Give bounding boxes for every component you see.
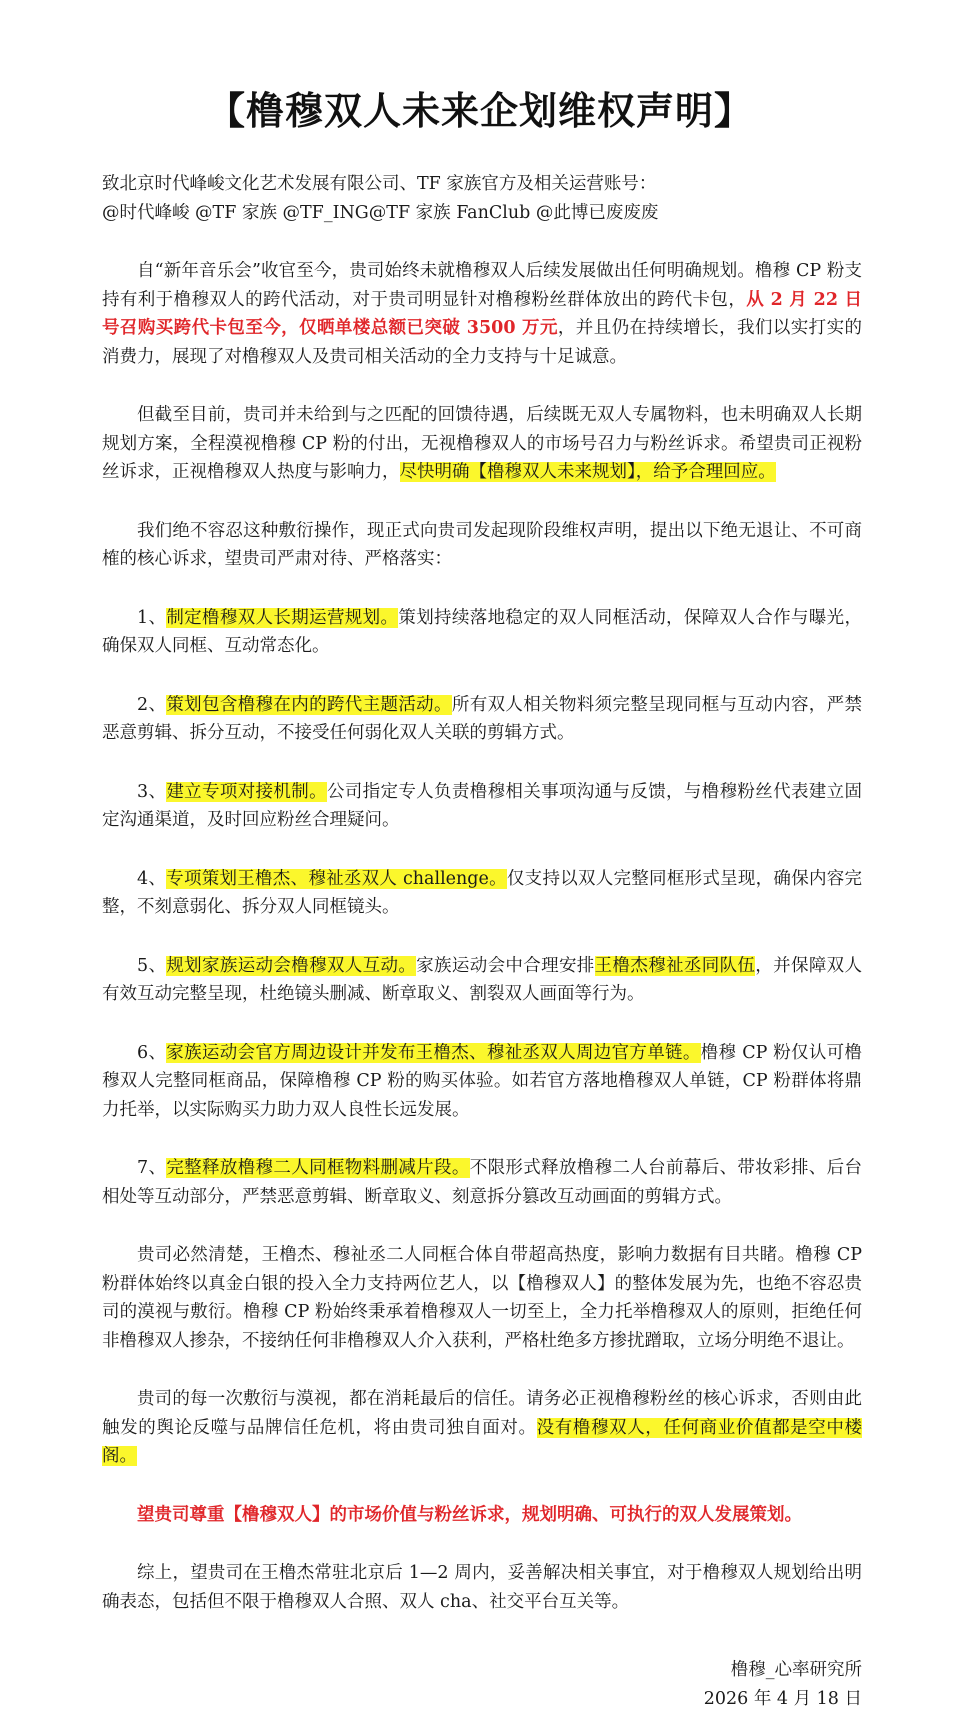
paragraph-text: 但截至目前，贵司并未给到与之匹配的回馈待遇，后续既无双人专属物料，也未明确双人长期规划方案，全程漠视橹穆 CP 粉的付出，无视橹穆双人的市场号召力与粉丝诉求。希望贵司正视粉丝诉求，正视橹穆双人热度与影响力， <box>102 405 862 482</box>
item-number: 2、 <box>137 694 167 715</box>
paragraph-6: 综上，望贵司在王橹杰常驻北京后 1—2 周内，妥善解决相关事宜，对于橹穆双人规划给出明确表态，包括但不限于橹穆双人合照、双人 cha、社交平台互关等。 <box>102 1563 862 1612</box>
item-text: ，并保障双人有效互动完整呈现，杜绝镜头删减、断章取义、割裂双人画面等行为。 <box>102 955 863 1004</box>
highlighted-text: 尽快明确【橹穆双人未来规划】，给予合理回应。 <box>399 462 776 482</box>
demand-item-4 <box>102 865 862 922</box>
red-statement: 望贵司尊重【橹穆双人】的市场价值与粉丝诉求，规划明确、可执行的双人发展策划。 <box>137 1504 802 1525</box>
signature-org: 橹穆_心率研究所 <box>730 1660 862 1680</box>
addressee-line: 致北京时代峰峻文化艺术发展有限公司、TF 家族官方及相关运营账号： <box>102 174 657 194</box>
demand-item-6 <box>102 1039 862 1125</box>
addressee <box>102 170 862 227</box>
red-emphasis: 从 2 月 22 日号召购买跨代卡包至今，仅晒单楼总额已突破 3500 万元 <box>102 289 863 338</box>
item-text: 所有双人相关物料须完整呈现同框与互动内容，严禁恶意剪辑、拆分互动，不接受任何弱化双人关联的剪辑方式。 <box>102 694 862 743</box>
highlighted-text: 专项策划王橹杰、穆祉丞双人 challenge。 <box>166 868 507 889</box>
highlighted-text: 建立专项对接机制。 <box>166 781 327 802</box>
item-text: 仅支持以双人完整同框形式呈现，确保内容完整，不刻意弱化、拆分双人同框镜头。 <box>102 868 862 917</box>
item-number: 7、 <box>137 1158 167 1178</box>
highlighted-text: 制定橹穆双人长期运营规划。 <box>166 607 399 628</box>
paragraph-text: ，并且仍在持续增长，我们以实打实的消费力，展现了对橹穆双人及贵司相关活动的全力支持与十足诚意。 <box>102 318 863 367</box>
item-text: 橹穆 CP 粉仅认可橹穆双人完整同框商品，保障橹穆 CP 粉的购买体验。如若官方落地橹穆双人单链，CP 粉群体将鼎力托举，以实际购买力助力双人良性长远发展。 <box>102 1042 862 1120</box>
item-text: 家族运动会中合理安排 <box>416 955 595 976</box>
highlighted-text: 完整释放橹穆二人同框物料删减片段。 <box>166 1158 470 1178</box>
item-text: 不限形式释放橹穆二人台前幕后、带妆彩排、后台相处等互动部分，严禁恶意剪辑、断章取义、刻意拆分篡改互动画面的剪辑方式。 <box>102 1158 862 1207</box>
paragraph-3: 我们绝不容忍这种敷衍操作，现正式向贵司发起现阶段维权声明，提出以下绝无退让、不可商榷的核心诉求，望贵司严肃对待、严格落实： <box>102 520 862 569</box>
highlighted-text: 没有橹穆双人，任何商业价值都是空中楼阁。 <box>102 1417 863 1466</box>
paragraph-1 <box>102 257 862 371</box>
signature-block <box>102 1656 862 1714</box>
demand-item-3 <box>102 778 862 835</box>
demand-item-5 <box>102 952 862 1009</box>
highlighted-text: 策划包含橹穆在内的跨代主题活动。 <box>166 694 452 715</box>
item-text: 策划持续落地稳定的双人同框活动，保障双人合作与曝光，确保双人同框、互动常态化。 <box>102 607 863 656</box>
paragraph-2 <box>102 401 862 487</box>
document-title: 【橹穆双人未来企划维权声明】 <box>206 89 753 133</box>
paragraph-text: 自“新年音乐会”收官至今，贵司始终未就橹穆双人后续发展做出任何明确规划。橹穆 CP 粉支持有利于橹穆双人的跨代活动，对于贵司明显针对橹穆粉丝群体放出的跨代卡包， <box>102 261 862 310</box>
item-number: 6、 <box>137 1042 167 1063</box>
document-body <box>102 170 862 1714</box>
item-text: 公司指定专人负责橹穆相关事项沟通与反馈，与橹穆粉丝代表建立固定沟通渠道，及时回应粉丝合理疑问。 <box>102 781 862 830</box>
paragraph-5 <box>102 1385 862 1471</box>
demand-item-1 <box>102 604 862 661</box>
highlighted-text: 王橹杰穆祉丞同队伍 <box>594 955 756 976</box>
demand-item-2 <box>102 691 862 748</box>
item-number: 5、 <box>137 955 167 976</box>
signature-date: 2026 年 4 月 18 日 <box>703 1689 862 1709</box>
demand-item-7 <box>102 1154 862 1211</box>
paragraph-text: 贵司的每一次敷衍与漠视，都在消耗最后的信任。请务必正视橹穆粉丝的核心诉求，否则由此触发的舆论反噬与品牌信任危机，将由贵司独自面对。 <box>102 1389 862 1438</box>
item-number: 4、 <box>137 868 167 889</box>
paragraph-4: 贵司必然清楚，王橹杰、穆祉丞二人同框合体自带超高热度，影响力数据有目共睹。橹穆 CP 粉群体始终以真金白银的投入全力支持两位艺人，以【橹穆双人】的整体发展为先，也绝不容忍贵司的漠视与敷衍。橹穆 CP 粉始终秉承着橹穆双人一切至上，全力托举橹穆双人的原则，拒绝任何非橹穆双人掺杂，不接纳任何非橹穆双人介入获利，严格杜绝多方掺扰蹭取，立场分明绝不退让。 <box>102 1245 862 1351</box>
addressee-accounts: @时代峰峻 @TF 家族 @TF_ING@TF 家族 FanClub @此博已废废废 <box>102 202 659 223</box>
item-number: 1、 <box>137 607 167 628</box>
item-number: 3、 <box>137 781 167 802</box>
highlighted-text: 规划家族运动会橹穆双人互动。 <box>166 955 417 976</box>
highlighted-text: 家族运动会官方周边设计并发布王橹杰、穆祉丞双人周边官方单链。 <box>166 1042 701 1063</box>
